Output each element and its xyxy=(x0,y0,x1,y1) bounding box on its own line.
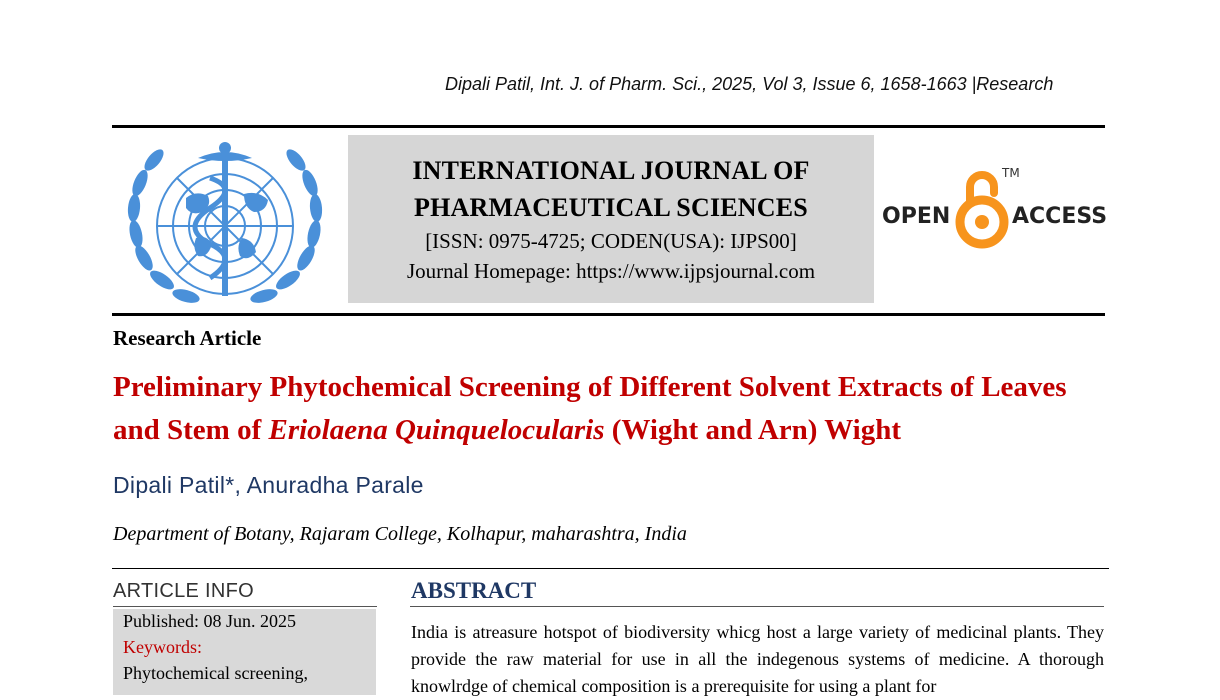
open-lock-icon xyxy=(960,175,1004,244)
abstract-text: India is atreasure hotspot of biodiversity whicg host a large variety of medicinal plants. They provide the raw material for use in all the indegenous systems of medicine. A thorough knowlrdge of chemical composition is a prerequisite for using a plant for xyxy=(411,622,1104,696)
title-species: Eriolaena Quinquelocularis xyxy=(268,414,605,446)
open-access-right-text: ACCESS xyxy=(1012,204,1108,229)
published-date: Published: 08 Jun. 2025 xyxy=(123,611,297,631)
header-rule-top xyxy=(112,125,1105,128)
article-info-rule xyxy=(113,606,377,607)
trademark-text: TM xyxy=(1002,166,1020,180)
journal-title-line1: INTERNATIONAL JOURNAL OF xyxy=(412,156,810,185)
globe-caduceus-emblem-icon xyxy=(126,138,324,306)
journal-masthead xyxy=(348,135,874,303)
open-access-left-text: OPEN xyxy=(882,204,951,229)
running-header: Dipali Patil, Int. J. of Pharm. Sci., 2025, Vol 3, Issue 6, 1658-1663 |Research xyxy=(445,74,1054,94)
title-part2: (Wight and Arn) Wight xyxy=(604,414,902,446)
journal-issn: [ISSN: 0975-4725; CODEN(USA): IJPS00] xyxy=(425,229,797,253)
article-info-heading: ARTICLE INFO xyxy=(113,580,255,602)
open-access-logo xyxy=(880,165,1110,255)
header-rule-bottom xyxy=(112,313,1105,316)
journal-title-line2: PHARMACEUTICAL SCIENCES xyxy=(414,193,808,222)
paper-title xyxy=(113,366,1113,452)
title-part1: Preliminary Phytochemical Screening of Different Solvent Extracts of Leaves and Stem of xyxy=(113,371,1067,446)
section-divider xyxy=(112,568,1109,569)
abstract-rule xyxy=(410,606,1104,607)
affiliation: Department of Botany, Rajaram College, Kolhapur, maharashtra, India xyxy=(113,523,687,545)
author-list: Dipali Patil*, Anuradha Parale xyxy=(113,472,424,498)
abstract-heading: ABSTRACT xyxy=(411,578,537,603)
keywords-label: Keywords: xyxy=(123,637,202,657)
journal-homepage[interactable]: Journal Homepage: https://www.ijpsjournal.com xyxy=(406,259,816,283)
keywords-value: Phytochemical screening, xyxy=(123,663,308,683)
article-type-label: Research Article xyxy=(113,326,262,350)
